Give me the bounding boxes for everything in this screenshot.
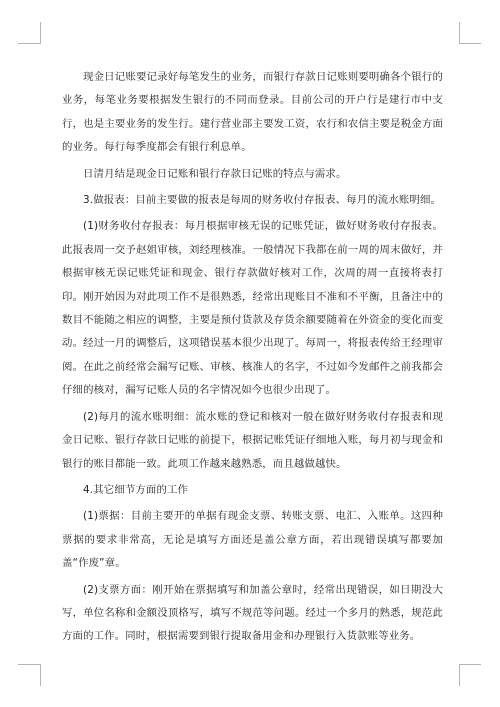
paragraph-daily-monthly: 日清月结是现金日记账和银行存款日记账的特点与需求。 [83, 167, 347, 180]
crop-mark-top-right [459, 22, 460, 44]
paragraph-bills: (1)票据：目前主要开的单据有现金支票、转账支票、电汇、入账单。这四种票据的要求非常高，无论是填写方面还是盖公章方面，若出现错误填写都要加盖“作废”章。 [62, 510, 443, 570]
crop-mark-top-left [18, 43, 40, 44]
document-body [62, 66, 443, 652]
paragraph-monthly-ledger: (2)每月的流水账明细：流水账的登记和核对一般在做好财务收付存报表和现金日记账、银行存款日记账的前提下，根据记账凭证仔细地入账，每月初与现金和银行的账目都能一致。此项工作越来越熟悉，而且越做越快。 [62, 410, 443, 470]
paragraph-reports-heading: 3.做报表：目前主要做的报表是每周的财务收付存报表、每月的流水账明细。 [83, 194, 442, 207]
paragraph-cash-flow-report: (1)财务收付存报表：每月根据审核无误的记账凭证，做好财务收付存报表。此报表周一交予赵姐审核，刘经理核准。一般情况下我都在前一周的周末做好，并根据审核无误记账凭证和现金、银行存款做好核对工作，次周的周一直接将表打印。刚开始因为对此项工作不是很熟悉，经常出现账目不准和不平衡，且备注中的数目不能随之相应的调整，主要是预付货款及存货余额要随着在外资金的变化而变动。经过一月的调整后，这项错误基本很少出现了。每周一，将报表传给王经理审阅。在此之前经常会漏写记账、审核、核准人的名字，不过如今发邮件之前我都会仔细的核对，漏写记账人员的名字情况如今也很少出现了。 [62, 220, 443, 397]
crop-mark-top-right [459, 43, 481, 44]
crop-mark-top-left [40, 22, 41, 44]
crop-mark-bottom-right [459, 664, 460, 686]
crop-mark-bottom-left [18, 664, 40, 665]
crop-mark-bottom-right [459, 664, 481, 665]
crop-mark-bottom-left [40, 664, 41, 686]
paragraph-cash-journal: 现金日记账要记录好每笔发生的业务，而银行存款日记账则要明确各个银行的业务，每笔业务要根据发生银行的不同而登录。目前公司的开户行是建行市中支行，也是主要业务的发生行。建行营业部主要发工资，农行和农信主要是税金方面的业务。每行每季度都会有银行利息单。 [62, 71, 443, 154]
paragraph-other-details-heading: 4.其它细节方面的工作 [83, 483, 189, 496]
paragraph-checks: (2)支票方面：刚开始在票据填写和加盖公章时，经常出现错误，如日期没大写，单位名称和金额没顶格写，填写不规范等问题。经过一个多月的熟悉，规范此方面的工作。同时，根据需要到银行提取备用金和办理银行入货款账等业务。 [62, 583, 443, 643]
